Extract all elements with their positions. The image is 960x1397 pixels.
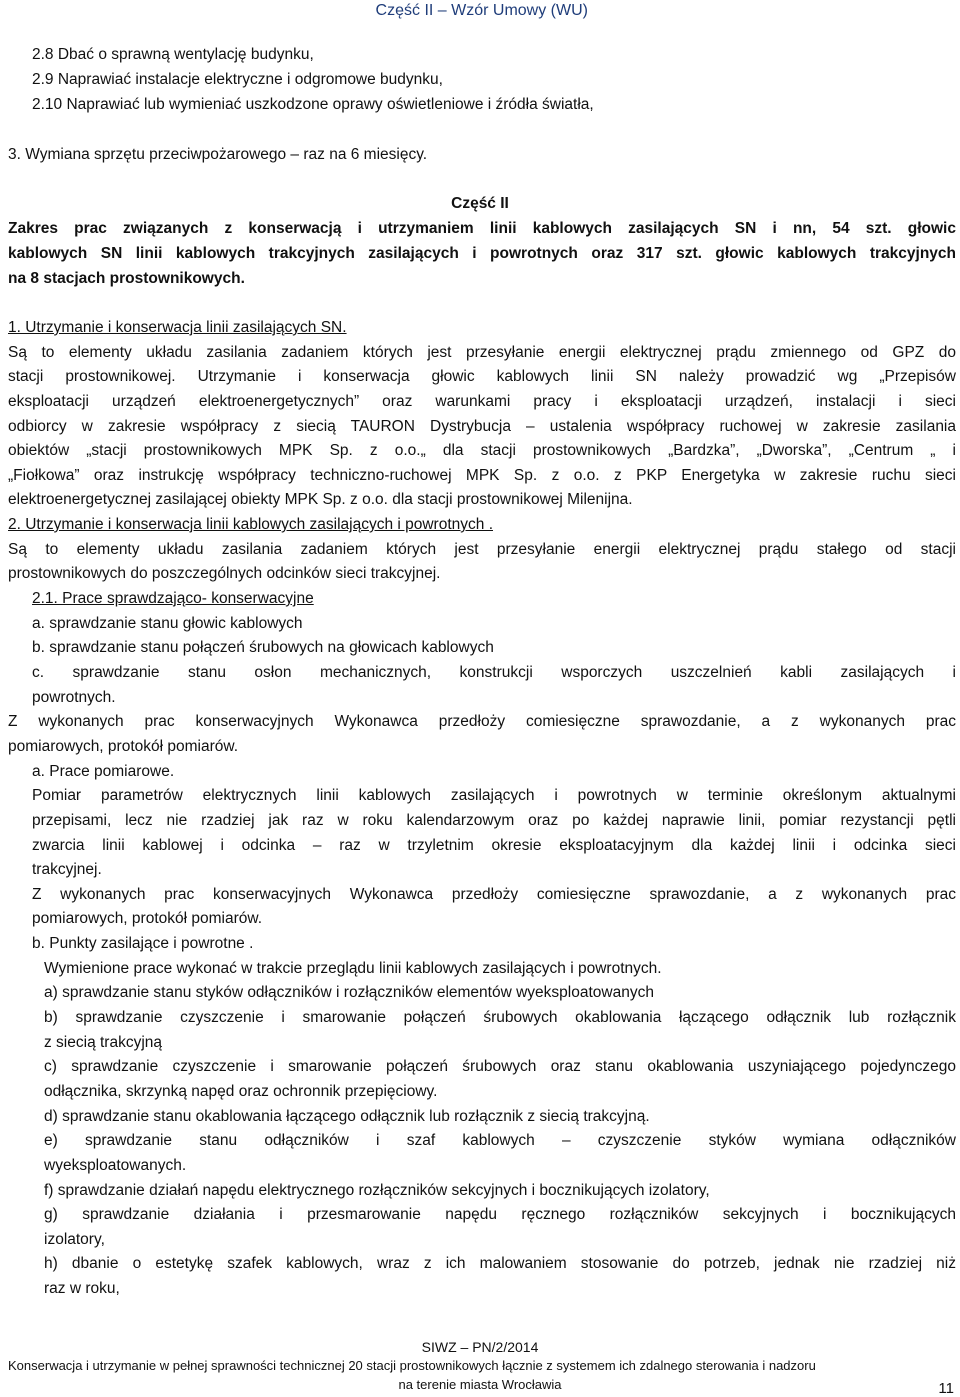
text-line: 3. Wymiana sprzętu przeciwpożarowego – raz na 6 miesięcy. bbox=[8, 146, 428, 163]
text-line: b. sprawdzanie stanu połączeń śrubowych na głowicach kablowych bbox=[32, 639, 494, 656]
text-line: h) dbanie o estetykę szafek kablowych, wraz z ich malowaniem stosowanie do potrzeb, jednak nie rzadziej niż bbox=[44, 1255, 956, 1272]
text-line: odłącznika, skrzynką napęd oraz ochronnik przepięciowy. bbox=[44, 1083, 438, 1100]
page-header: Część II – Wzór Umowy (WU) bbox=[375, 2, 588, 19]
text-line: zwarcia linii kablowej i odcinka – raz w trzyletnim okresie eksploatacyjnym dla każdej linii i odcinka sieci bbox=[32, 837, 956, 854]
text-line: na 8 stacjach prostownikowych. bbox=[8, 270, 245, 287]
text-line: eksploatacji urządzeń elektroenergetycznych” oraz warunkami pracy i eksploatacji urządzeń, instalacji i sieci bbox=[8, 393, 956, 410]
text-line: Z wykonanych prac konserwacyjnych Wykonawca przedłoży comiesięczne sprawozdanie, a z wykonanych prac bbox=[8, 713, 956, 730]
text-line: Są to elementy układu zasilania zadaniem których jest przesyłanie energii elektrycznej prądu zmiennego od GPZ do bbox=[8, 344, 956, 361]
text-line: raz w roku, bbox=[44, 1280, 120, 1297]
text-line: a) sprawdzanie stanu styków odłączników i rozłączników elementów wyeksploatowanych bbox=[44, 984, 654, 1001]
text-line: obiektów „stacji prostownikowych MPK Sp. z o.o.„ dla stacji prostownikowych „Bardzka”, „Dworska”, „Centrum „ i bbox=[8, 442, 956, 459]
text-line: e) sprawdzanie stanu odłączników i szaf kablowych – czyszczenie styków wymiana odłączników bbox=[44, 1132, 956, 1149]
text-line: przepisami, lecz nie rzadziej jak raz w roku kalendarzowym oraz po każdej naprawie linii, pomiar rezystancji pętli bbox=[32, 812, 956, 829]
text-line: trakcyjnej. bbox=[32, 861, 102, 878]
text-line: 2. Utrzymanie i konserwacja linii kablowych zasilających i powrotnych . bbox=[8, 516, 493, 533]
text-line: Wymienione prace wykonać w trakcie przeglądu linii kablowych zasilających i powrotnych. bbox=[44, 960, 662, 977]
text-line: g) sprawdzanie działania i przesmarowanie napędu ręcznego rozłączników sekcyjnych i bocznikujących bbox=[44, 1206, 956, 1223]
text-line: prostownikowych do poszczególnych odcinków sieci trakcyjnej. bbox=[8, 565, 441, 582]
text-line: c. sprawdzanie stanu osłon mechanicznych, konstrukcji wsporczych uszczelnień kabli zasilających i bbox=[32, 664, 956, 681]
text-line: „Fiołkowa” oraz instrukcję współpracy techniczno-ruchowej MPK Sp. z o.o. z PKP Energetyka w zakresie ruchu sieci bbox=[8, 467, 956, 484]
text-line: c) sprawdzanie czyszczenie i smarowanie połączeń śrubowych oraz stanu okablowania uszyniającego pojedynczego bbox=[44, 1058, 956, 1075]
text-line: stacji prostownikowej. Utrzymanie i konserwacja głowic kablowych linii SN należy prowadzić wg „Przepisów bbox=[8, 368, 956, 385]
text-line: Pomiar parametrów elektrycznych linii kablowych zasilających i powrotnych w terminie określonym aktualnymi bbox=[32, 787, 956, 804]
text-line: z siecią trakcyjną bbox=[44, 1034, 163, 1051]
text-line: a. Prace pomiarowe. bbox=[32, 763, 175, 780]
text-line: izolatory, bbox=[44, 1231, 105, 1248]
text-line: powrotnych. bbox=[32, 689, 116, 706]
text-line: 2.10 Naprawiać lub wymieniać uszkodzone oprawy oświetleniowe i źródła światła, bbox=[32, 96, 594, 113]
text-line: Są to elementy układu zasilania zadaniem których jest przesyłanie energii elektrycznej prądu stałego od stacji bbox=[8, 541, 956, 558]
text-line: pomiarowych, protokół pomiarów. bbox=[8, 738, 239, 755]
text-line: 2.1. Prace sprawdzająco- konserwacyjne bbox=[32, 590, 314, 607]
text-line: wyeksploatowanych. bbox=[44, 1157, 187, 1174]
text-line: Z wykonanych prac konserwacyjnych Wykonawca przedłoży comiesięczne sprawozdanie, a z wykonanych prac bbox=[32, 886, 956, 903]
text-line: kablowych SN linii kablowych trakcyjnych zasilających i powrotnych oraz 317 szt. głowic kablowych trakcyjnych bbox=[8, 245, 956, 262]
text-line: 2.8 Dbać o sprawną wentylację budynku, bbox=[32, 46, 314, 63]
text-line: 2.9 Naprawiać instalacje elektryczne i odgromowe budynku, bbox=[32, 71, 443, 88]
footer-subtitle: na terenie miasta Wrocławia bbox=[398, 1377, 562, 1392]
text-line: pomiarowych, protokół pomiarów. bbox=[32, 910, 263, 927]
text-line: a. sprawdzanie stanu głowic kablowych bbox=[32, 615, 303, 632]
text-line: f) sprawdzanie działań napędu elektrycznego rozłączników sekcyjnych i bocznikujących izolatory, bbox=[44, 1182, 710, 1199]
text-line: Zakres prac związanych z konserwacją i utrzymaniem linii kablowych zasilających SN i nn, 54 szt. głowic bbox=[8, 220, 956, 237]
text-line: b) sprawdzanie czyszczenie i smarowanie połączeń śrubowych okablowania łączącego odłącznik lub rozłącznik bbox=[44, 1009, 956, 1026]
text-line: odbiorcy w zakresie współpracy z siecią TAURON Dystrybucja – ustalenia współpracy ruchowej w zakresie zasilania bbox=[8, 418, 956, 435]
text-line: 1. Utrzymanie i konserwacja linii zasilających SN. bbox=[8, 319, 347, 336]
text-line: Część II bbox=[451, 195, 509, 212]
footer-code: SIWZ – PN/2/2014 bbox=[421, 1339, 539, 1355]
footer-title: Konserwacja i utrzymanie w pełnej sprawności technicznej 20 stacji prostownikowych łącznie z systemem ich zdalnego sterowania i nadzoru bbox=[8, 1358, 816, 1373]
text-line: elektroenergetycznej zasilającej obiekty MPK Sp. z o.o. dla stacji prostownikowej Milenijna. bbox=[8, 491, 633, 508]
text-line: d) sprawdzanie stanu okablowania łączącego odłącznik lub rozłącznik z siecią trakcyjną. bbox=[44, 1108, 650, 1125]
text-line: b. Punkty zasilające i powrotne . bbox=[32, 935, 254, 952]
page-number: 11 bbox=[938, 1380, 954, 1397]
